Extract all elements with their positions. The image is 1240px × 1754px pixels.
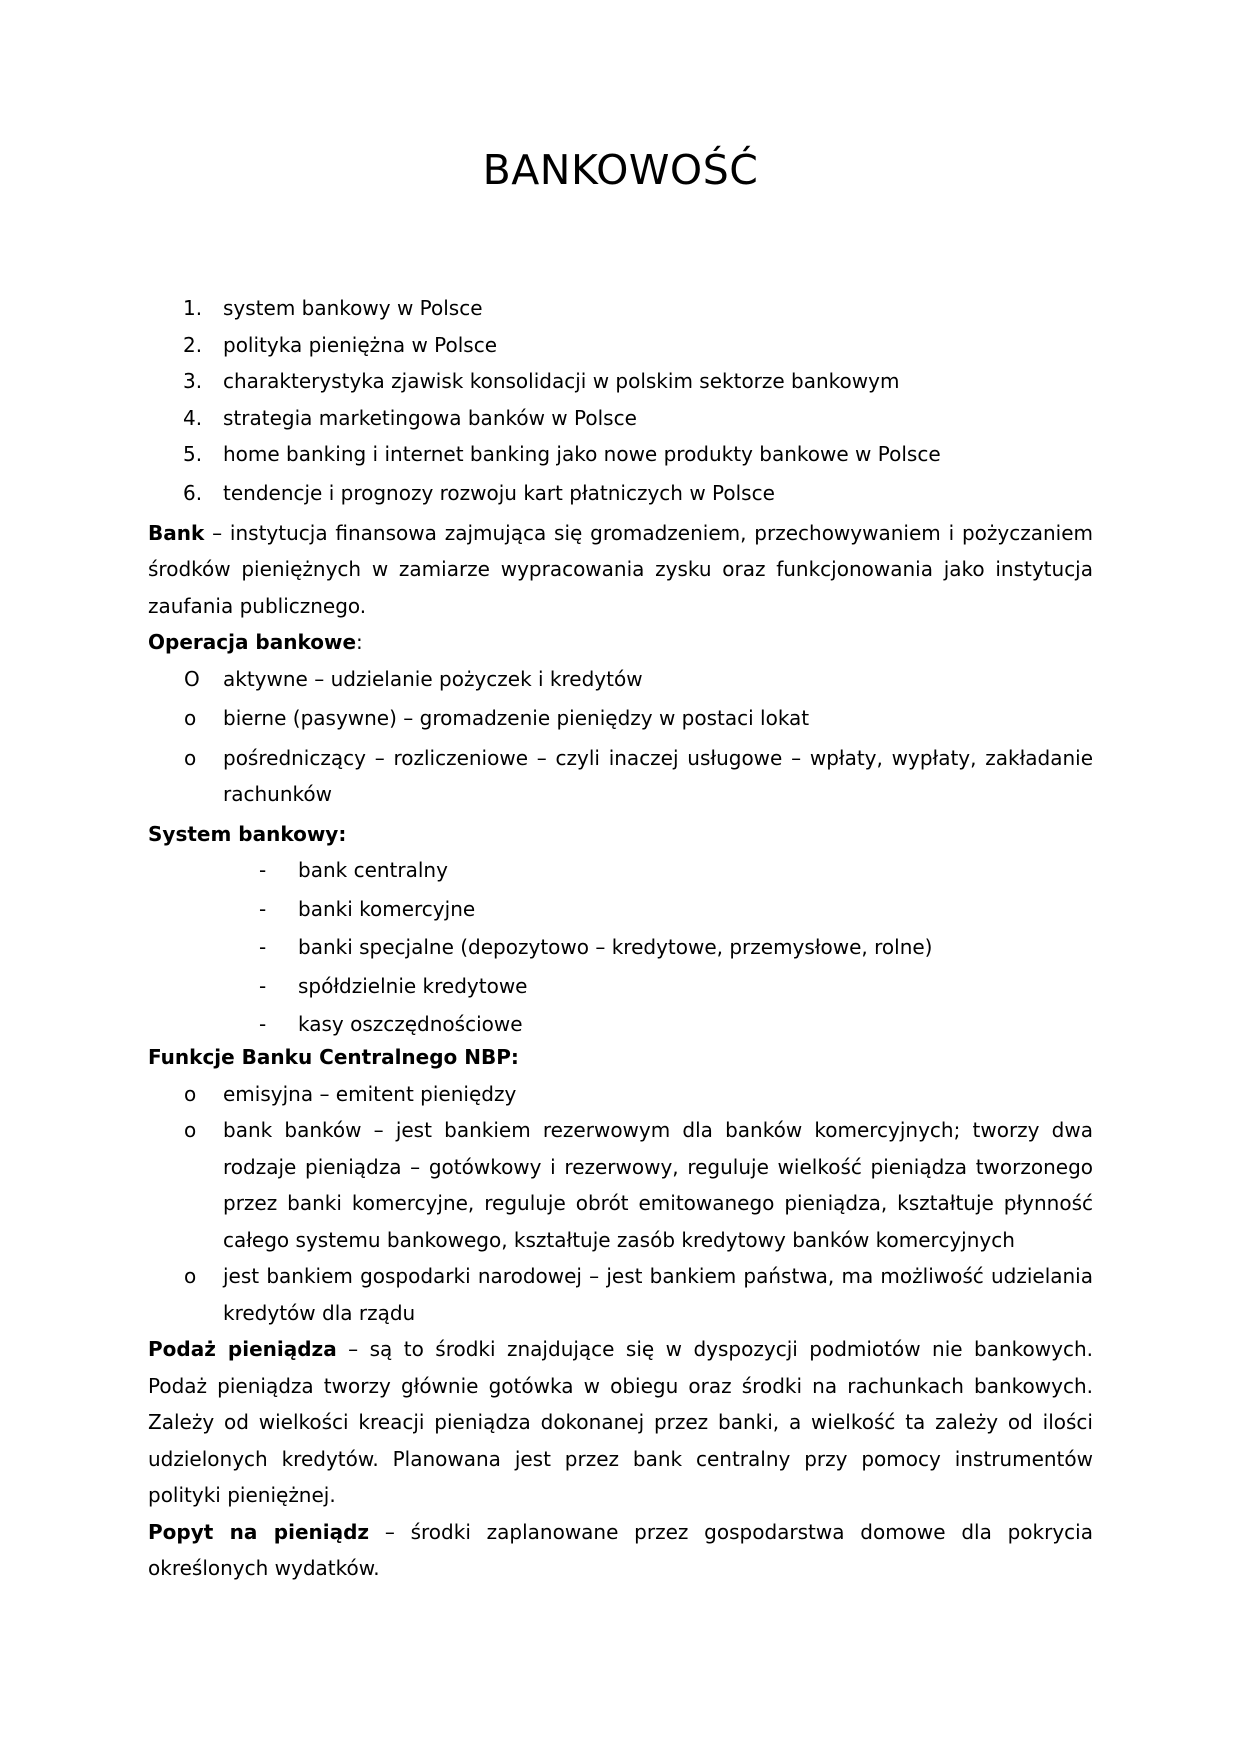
item-number: 3. bbox=[183, 369, 203, 393]
list-item bbox=[148, 400, 1093, 437]
list-item bbox=[148, 661, 1093, 698]
list-item bbox=[148, 1076, 1093, 1113]
dash-marker: - bbox=[259, 1012, 267, 1036]
list-item bbox=[148, 363, 1093, 400]
operations-heading bbox=[148, 624, 1093, 661]
banking-system-heading: System bankowy: bbox=[148, 821, 347, 846]
item-number: 6. bbox=[183, 480, 203, 505]
dash-marker: - bbox=[259, 935, 267, 959]
item-text: banki komercyjne bbox=[298, 896, 476, 921]
list-item bbox=[148, 740, 1093, 813]
list-item bbox=[148, 891, 1093, 930]
bullet-marker: o bbox=[184, 706, 197, 730]
item-number: 1. bbox=[183, 296, 203, 320]
banking-system-list bbox=[148, 852, 1093, 1039]
bullet-marker: o bbox=[184, 745, 197, 770]
item-text: aktywne – udzielanie pożyczek i kredytów bbox=[223, 666, 643, 691]
item-text: bank banków – jest bankiem rezerwowym dla banków komercyjnych; tworzy dwa rodzaje pieniądza – gotówkowy i rezerwowy, reguluje wielkość pieniądza tworzonego przez banki komercyjne, reguluje obrót emitowanego pieniądza, kształtuje płynność całego systemu bankowego, kształtuje zasób kredytowy banków komercyjnych bbox=[223, 1118, 1093, 1252]
list-item bbox=[148, 1258, 1093, 1331]
bullet-marker: o bbox=[184, 1118, 197, 1142]
item-text: strategia marketingowa banków w Polsce bbox=[223, 405, 637, 430]
list-item bbox=[148, 1006, 1093, 1039]
item-text: bierne (pasywne) – gromadzenie pieniędzy w postaci lokat bbox=[223, 706, 810, 730]
money-demand-term: Popyt na pieniądz bbox=[148, 1519, 370, 1544]
bank-definition bbox=[148, 515, 1093, 625]
item-text: system bankowy w Polsce bbox=[223, 296, 483, 320]
money-supply-text: – są to środki znajdujące się w dyspozycji podmiotów nie bankowych. Podaż pieniądza tworzy głównie gotówka w obiegu oraz środki na rachunkach bankowych. Zależy od wielkości kreacji pieniądza dokonanej przez banki, a wielkość ta zależy od ilości udzielonych kredytów. Planowana jest przez bank centralny przy pomocy instrumentów polityki pieniężnej. bbox=[148, 1337, 1094, 1507]
item-number: 5. bbox=[183, 442, 203, 466]
list-item bbox=[148, 968, 1093, 1007]
dash-marker: - bbox=[259, 896, 267, 921]
bank-term: Bank bbox=[148, 520, 205, 545]
item-text: charakterystyka zjawisk konsolidacji w polskim sektorze bankowym bbox=[223, 369, 900, 393]
item-text: jest bankiem gospodarki narodowej – jest bankiem państwa, ma możliwość udzielania kredytów dla rządu bbox=[223, 1264, 1093, 1325]
item-text: kasy oszczędnościowe bbox=[298, 1012, 523, 1036]
item-number: 4. bbox=[183, 405, 203, 430]
list-item bbox=[148, 327, 1093, 364]
operations-heading-colon: : bbox=[356, 630, 363, 654]
item-text: tendencje i prognozy rozwoju kart płatniczych w Polsce bbox=[223, 480, 775, 505]
bank-definition-text: – instytucja finansowa zajmująca się gromadzeniem, przechowywaniem i pożyczaniem środków pieniężnych w zamiarze wypracowania zysku oraz funkcjonowania jako instytucja zaufania publicznego. bbox=[148, 520, 1093, 618]
operations-heading-text: Operacja bankowe bbox=[148, 630, 357, 654]
list-item bbox=[148, 475, 1093, 515]
document-page bbox=[148, 0, 1093, 1587]
money-demand-text: – środki zaplanowane przez gospodarstwa domowe dla pokrycia określonych wydatków. bbox=[148, 1519, 1093, 1580]
dash-marker: - bbox=[259, 858, 267, 882]
topics-list bbox=[148, 290, 1093, 515]
bullet-marker: o bbox=[184, 1264, 197, 1288]
list-item bbox=[148, 436, 1093, 473]
nbp-functions-list bbox=[148, 1076, 1093, 1332]
item-text: pośredniczący – rozliczeniowe – czyli inaczej usługowe – wpłaty, wypłaty, zakładanie rachunków bbox=[223, 745, 1093, 806]
money-supply-definition bbox=[148, 1331, 1093, 1514]
operations-list bbox=[148, 661, 1093, 813]
money-supply-term: Podaż pieniądza bbox=[148, 1337, 337, 1361]
document-title: BANKOWOŚĆ bbox=[482, 146, 759, 194]
item-number: 2. bbox=[183, 332, 203, 357]
money-demand-definition bbox=[148, 1514, 1093, 1587]
list-item bbox=[148, 929, 1093, 968]
dash-marker: - bbox=[259, 973, 267, 998]
list-item bbox=[148, 290, 1093, 327]
item-text: home banking i internet banking jako nowe produkty bankowe w Polsce bbox=[223, 442, 941, 466]
list-item bbox=[148, 700, 1093, 737]
item-text: bank centralny bbox=[298, 858, 448, 882]
item-text: emisyjna – emitent pieniędzy bbox=[223, 1081, 517, 1106]
item-text: banki specjalne (depozytowo – kredytowe, przemysłowe, rolne) bbox=[298, 935, 933, 959]
item-text: spółdzielnie kredytowe bbox=[298, 973, 528, 998]
bullet-marker: o bbox=[184, 1081, 197, 1106]
list-item bbox=[148, 1112, 1093, 1258]
bullet-marker: O bbox=[184, 666, 200, 691]
nbp-functions-heading: Funkcje Banku Centralnego NBP: bbox=[148, 1045, 519, 1069]
item-text: polityka pieniężna w Polsce bbox=[223, 332, 498, 357]
list-item bbox=[148, 852, 1093, 891]
